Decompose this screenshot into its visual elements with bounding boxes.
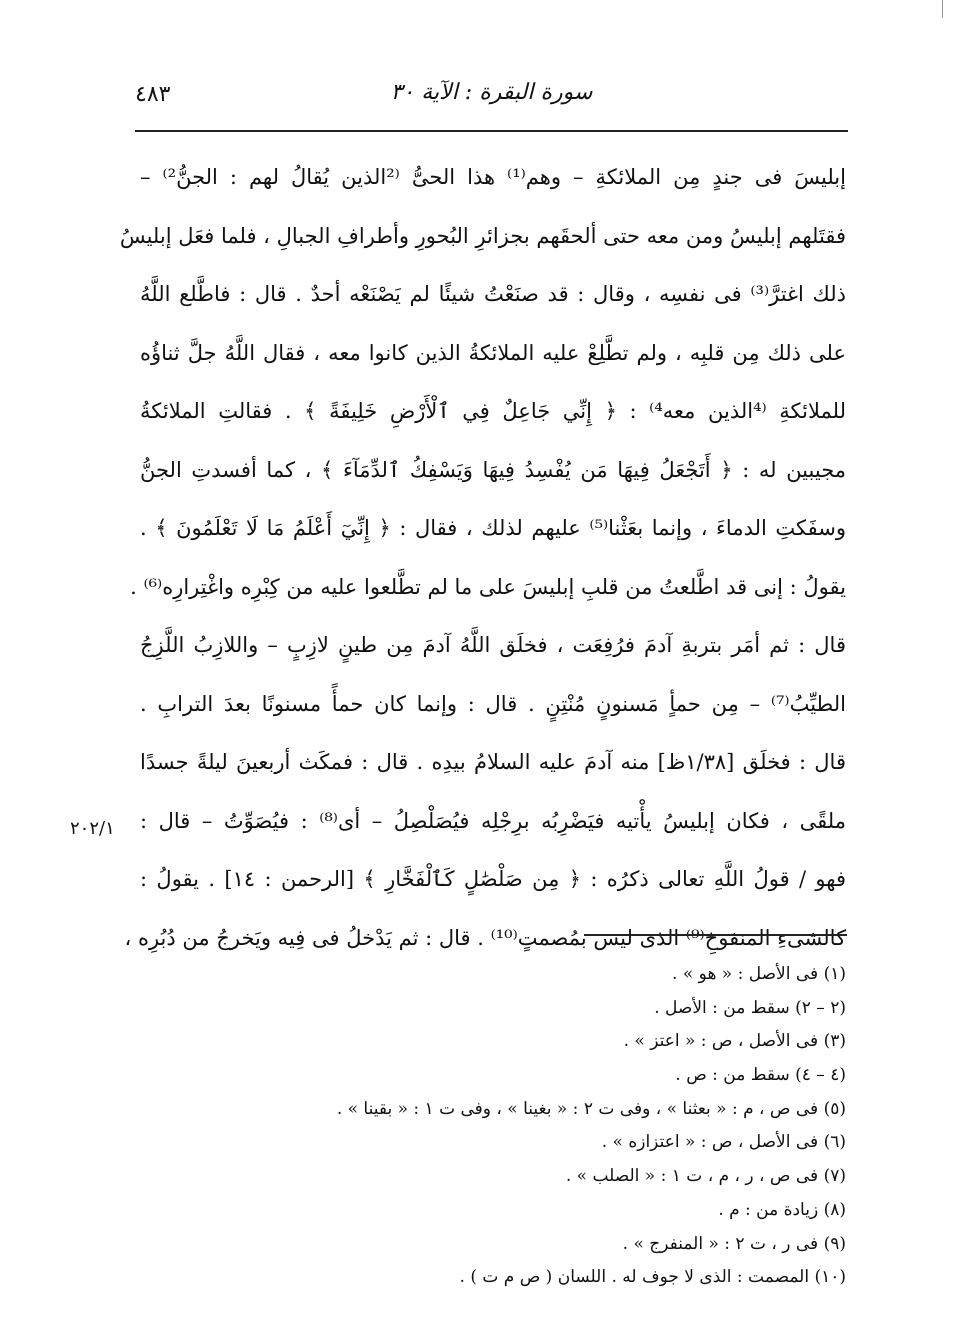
margin-page-reference: ٢٠٢/١ [70,818,115,839]
footnote: (٨) زيادة من : م . [718,1199,846,1220]
text-line: على ذلك مِن قلبِه ، ولم تطَّلِعْ عليه الملائكةُ الذين كانوا معه ، فقال اللَّهُ جلَّ ثناؤُه [140,340,846,365]
page-edge-mark [939,0,943,18]
text-line: الطيِّبُ⁽⁷⁾ – مِن حمأٍ مَسنونٍ مُنْتِنٍ . قال : وإنما كان حمأً مسنونًا بعدَ الترابِ . [140,691,846,716]
text-line: فهو / قولُ اللَّهِ تعالى ذكرُه : ﴿ مِن صَلْصَٰلٍ كَٱلْفَخَّارِ ﴾ [الرحمن : ١٤] . يقولُ : [140,867,846,891]
text-line: إبليسَ فى جندٍ مِن الملائكةِ – وهم⁽¹⁾ هذا الحىُّ ⁽²الذين يُقالُ لهم : الجنُّ²⁾ – [140,165,846,189]
text-line: قال : ثم أمَر بتربةِ آدمَ فرُفِعَت ، فخلَق اللَّهُ آدمَ مِن طينٍ لازِبٍ – واللازِبُ اللَّزِجُ [140,633,846,657]
text-line: وسفَكتِ الدماءَ ، وإنما بعَثْنا⁽⁵⁾ عليهم لذلك ، فقال : ﴿ إِنِّيٓ أَعْلَمُ مَا لَا تَعْلَمُونَ ﴾ . [140,516,846,540]
footnote: (٦) فى الأصل ، ص : « اعتزازه » . [601,1132,846,1153]
text-line: يقولُ : إنى قد اطَّلعتُ من قلبِ إبليسَ على ما لم تطَّلعوا عليه من كِبْرِه واغْتِرارِه⁽⁶⁾ . [130,574,846,599]
footnote: (٣) فى الأصل ، ص : « اعتز » . [623,1031,846,1052]
page-number: ٤٨٣ [135,82,171,107]
running-title: سورة البقرة : الآية ٣٠ [390,80,593,105]
text-line: فقتَلهم إبليسُ ومن معه حتى ألحقَهم بجزائرِ البُحورِ وأطرافِ الجبالِ ، فلما فعَل إبليسُ [119,223,846,248]
text-line: ذلك اغترَّ⁽³⁾ فى نفسِه ، وقال : قد صنَعْتُ شيئًا لم يَصْنَعْه أحدٌ . قال : فاطَّلع اللَّهُ [140,282,846,306]
footnote: (٢ – ٢) سقط من : الأصل . [654,997,846,1018]
main-text [119,148,847,967]
footnote: (٧) فى ص ، ر ، م ، ت ١ : « الصلب » . [565,1166,846,1187]
page-header [135,78,848,132]
footnote: (٥) فى ص ، م : « بعثنا » ، وفى ت ٢ : « بغينا » ، وفى ت ١ : « بقينا » . [336,1098,846,1119]
text-line: للملائكةِ ⁽⁴الذين معه⁴⁾ : ﴿ إِنِّي جَاعِلٌ فِي ٱلْأَرْضِ خَلِيفَةً ﴾ . فقالتِ الملائكةُ [140,399,846,423]
footnotes [160,958,846,1295]
footnote: (١٠) المصمت : الذى لا جوف له . اللسان ( ص م ت ) . [459,1267,846,1288]
text-line: مجيبين له : ﴿ أَتَجْعَلُ فِيهَا مَن يُفْسِدُ فِيهَا وَيَسْفِكُ ٱلدِّمَآءَ ﴾ ، كما أفسدتِ الجنُّ [140,457,846,482]
footnote: (٤ – ٤) سقط من : ص . [675,1065,846,1086]
text-line: كالشىءِ المنفوخِ⁽⁹⁾ الذى ليس بمُصمتٍ⁽¹⁰⁾ . قال : ثم يَدْخلُ فى فِيه ويَخرجُ من دُبُرِه ، [124,925,846,950]
text-line: قال : فخلَق [١/٣٨ظ] منه آدمَ عليه السلامُ بيدِه . قال : فمكَث أربعينَ ليلةً جسدًا [140,750,846,774]
text-line: ملقًى ، فكان إبليسُ يأْتيه فيَضْرِبُه برِجْلِه فيُصَلْصِلُ – أى⁽⁸⁾ : فيُصَوِّتُ – قال : [140,808,847,833]
footnote-divider [584,934,847,936]
footnote: (١) فى الأصل : « هو » . [672,964,846,984]
footnote: (٩) فى ر ، ت ٢ : « المنفرج » . [622,1233,846,1254]
